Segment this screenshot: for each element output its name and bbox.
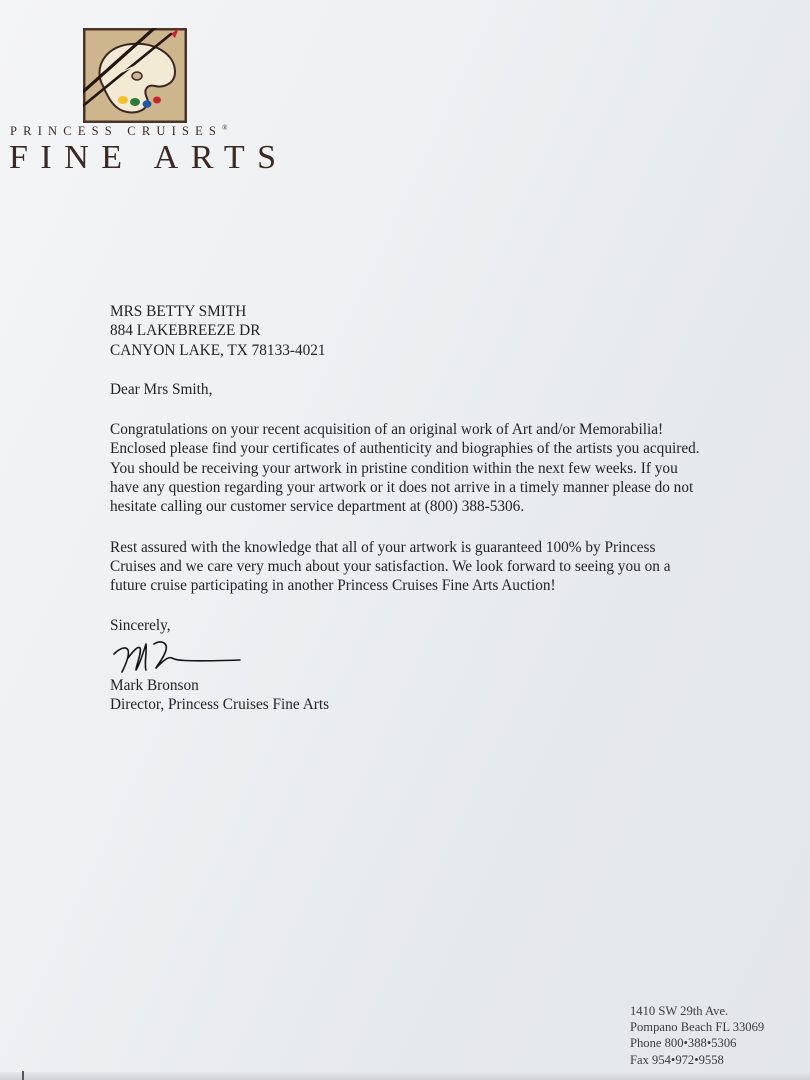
paragraph-congratulations: Congratulations on your recent acquisition of an original work of Art and/or Memorabilia! Enclosed please find your certificates of authenticity and biographies of the artists you acquired. You should be receiving your artwork in pristine condition within the next few weeks. If you have any question regarding your artwork or it does not arrive in a timely manner please do not hesitate calling our customer service department at (800) 388-5306. [110,421,700,516]
edge-mark [22,1071,24,1080]
page-edge [0,1072,810,1080]
footer-city: Pompano Beach FL 33069 [630,1020,765,1035]
palette-brushes-icon [83,28,187,123]
salutation: Dear Mrs Smith, [110,380,213,398]
signer-name: Mark Bronson [110,676,199,694]
company-address-block [630,1003,764,1068]
recipient-address [110,302,700,360]
paragraph-guarantee: Rest assured with the knowledge that all of your artwork is guaranteed 100% by Princess Cruises and we care very much about your satisfaction. We look forward to seeing you on a future cruise participating in another Princess Cruises Fine Arts Auction! [110,538,671,595]
brand-subtitle: PRINCESS CRUISES® [10,124,228,139]
footer-fax: Fax 954•972•9558 [630,1052,724,1067]
closing: Sincerely, [110,616,171,634]
letter-body [110,302,700,714]
footer-street: 1410 SW 29th Ave. [630,1004,729,1018]
recipient-street: 884 LAKEBREEZE DR [110,322,261,340]
recipient-name: MRS BETTY SMITH [110,303,247,320]
handwritten-signature [110,636,700,676]
brand-title: FINE ARTS [9,139,289,176]
footer-phone: Phone 800•388•5306 [630,1036,737,1051]
recipient-city: CANYON LAKE, TX 78133-4021 [110,341,326,359]
signer-title: Director, Princess Cruises Fine Arts [110,696,330,714]
